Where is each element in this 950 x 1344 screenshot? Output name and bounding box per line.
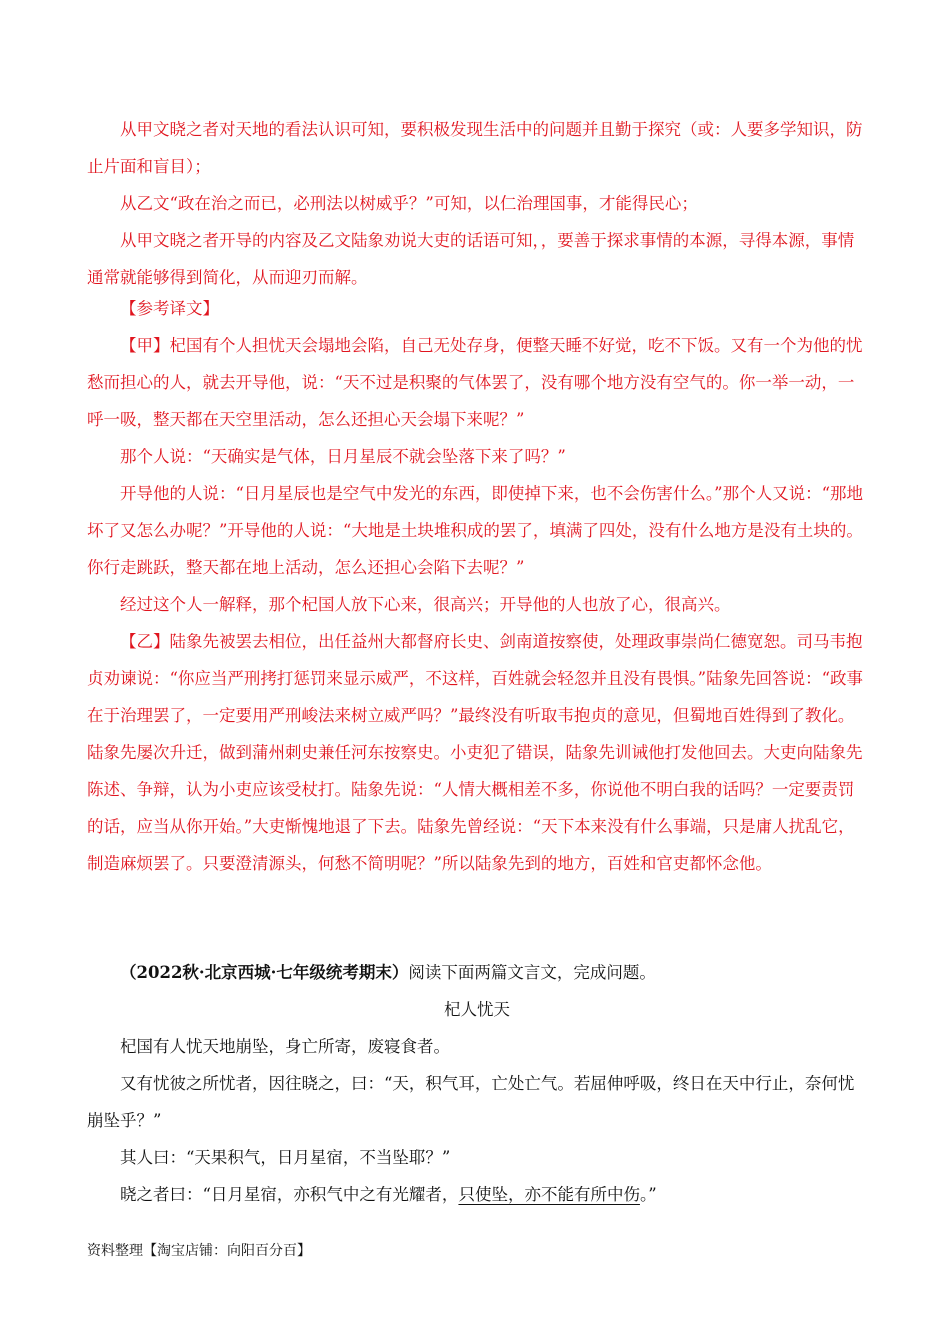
- analysis-paragraph-1: 从甲文晓之者对天地的看法认识可知，要积极发现生活中的问题并且勤于探究（或：人要多学知识，防止片面和盲目）；: [87, 120, 863, 176]
- translation-jia-paragraph-3: 开导他的人说：“日月星辰也是空气中发光的东西，即使掉下来，也不会伤害什么。”那个人又说：“那地坏了又怎么办呢？”开导他的人说：“大地是土块堆积成的罢了，填满了四处，没有什么地方是没有土块的。你行走跳跃，整天都在地上活动，怎么还担心会陷下去呢？”: [87, 484, 864, 577]
- translation-jia-paragraph-4: 经过这个人一解释，那个杞国人放下心来，很高兴；开导他的人也放了心，很高兴。: [120, 595, 731, 614]
- analysis-paragraph-3: 从甲文晓之者开导的内容及乙文陆象劝说大吏的话语可知，，要善于探求事情的本源，寻得本源，事情通常就能够得到简化，从而迎刃而解。: [87, 231, 855, 287]
- passage-title: 杞人忧天: [444, 1000, 510, 1019]
- passage-line-2: 又有忧彼之所忧者，因往晓之，曰：“天，积气耳，亡处亡气。若屈伸呼吸，终日在天中行止，奈何忧崩坠乎？”: [87, 1074, 855, 1130]
- passage-line-1: 杞国有人忧天地崩坠，身亡所寄，废寝食者。: [120, 1037, 450, 1056]
- line-4-end: 。”: [639, 1185, 657, 1204]
- question-source: （2022秋·北京西城·七年级统考期末）: [120, 963, 409, 982]
- line-4-start: 晓之者曰：“日月星宿，亦积气中之有光耀者，: [120, 1185, 459, 1204]
- underlined-phrase: 只使坠，亦不能有所中伤: [458, 1185, 640, 1204]
- question-section: [87, 954, 867, 1213]
- yi-label: 【乙】: [120, 632, 170, 651]
- translation-heading: 【参考译文】: [120, 299, 219, 318]
- translation-jia-paragraph-1: [87, 327, 867, 438]
- jia-text-1: 杞国有个人担忧天会塌地会陷，自己无处存身，便整天睡不好觉，吃不下饭。又有一个为他的忧愁而担心的人，就去开导他，说：“天不过是积聚的气体罢了，没有哪个地方没有空气的。你一举一动，一呼一吸，整天都在天空里活动，怎么还担心天会塌下来呢？”: [87, 336, 863, 429]
- analysis-paragraph-2: 从乙文“政在治之而已，必刑法以树威乎？”可知，以仁治理国事，才能得民心；: [120, 194, 698, 213]
- passage-line-4: [87, 1176, 867, 1213]
- translation-yi-paragraph: [87, 623, 867, 882]
- translation-jia-paragraph-2: 那个人说：“天确实是气体，日月星辰不就会坠落下来了吗？”: [120, 447, 566, 466]
- jia-label: 【甲】: [120, 336, 170, 355]
- analysis-section: [87, 111, 867, 296]
- yi-text: 陆象先被罢去相位，出任益州大都督府长史、剑南道按察使，处理政事崇尚仁德宽恕。司马韦抱贞劝谏说：“你应当严刑拷打惩罚来显示威严，不这样，百姓就会轻忽并且没有畏惧。”陆象先回答说：“政事在于治理罢了，一定要用严刑峻法来树立威严吗？”最终没有听取韦抱贞的意见，但蜀地百姓得到了教化。陆象先屡次升迁，做到蒲州刺史兼任河东按察史。小吏犯了错误，陆象先训诫他打发他回去。大吏向陆象先陈述、争辩，认为小吏应该受杖打。陆象先说：“人情大概相差不多，你说他不明白我的话吗？一定要责罚的话，应当从你开始。”大吏惭愧地退了下去。陆象先曾经说：“天下本来没有什么事端，只是庸人扰乱它，制造麻烦罢了。只要澄清源头，何愁不简明呢？”所以陆象先到的地方，百姓和官吏都怀念他。: [87, 632, 864, 873]
- question-prompt: 阅读下面两篇文言文，完成问题。: [408, 963, 656, 982]
- page-footer: 资料整理【淘宝店铺：向阳百分百】: [87, 1243, 311, 1259]
- question-intro: [87, 954, 867, 991]
- translation-section: [87, 290, 867, 882]
- passage-line-3: 其人曰：“天果积气，日月星宿，不当坠耶？”: [120, 1148, 451, 1167]
